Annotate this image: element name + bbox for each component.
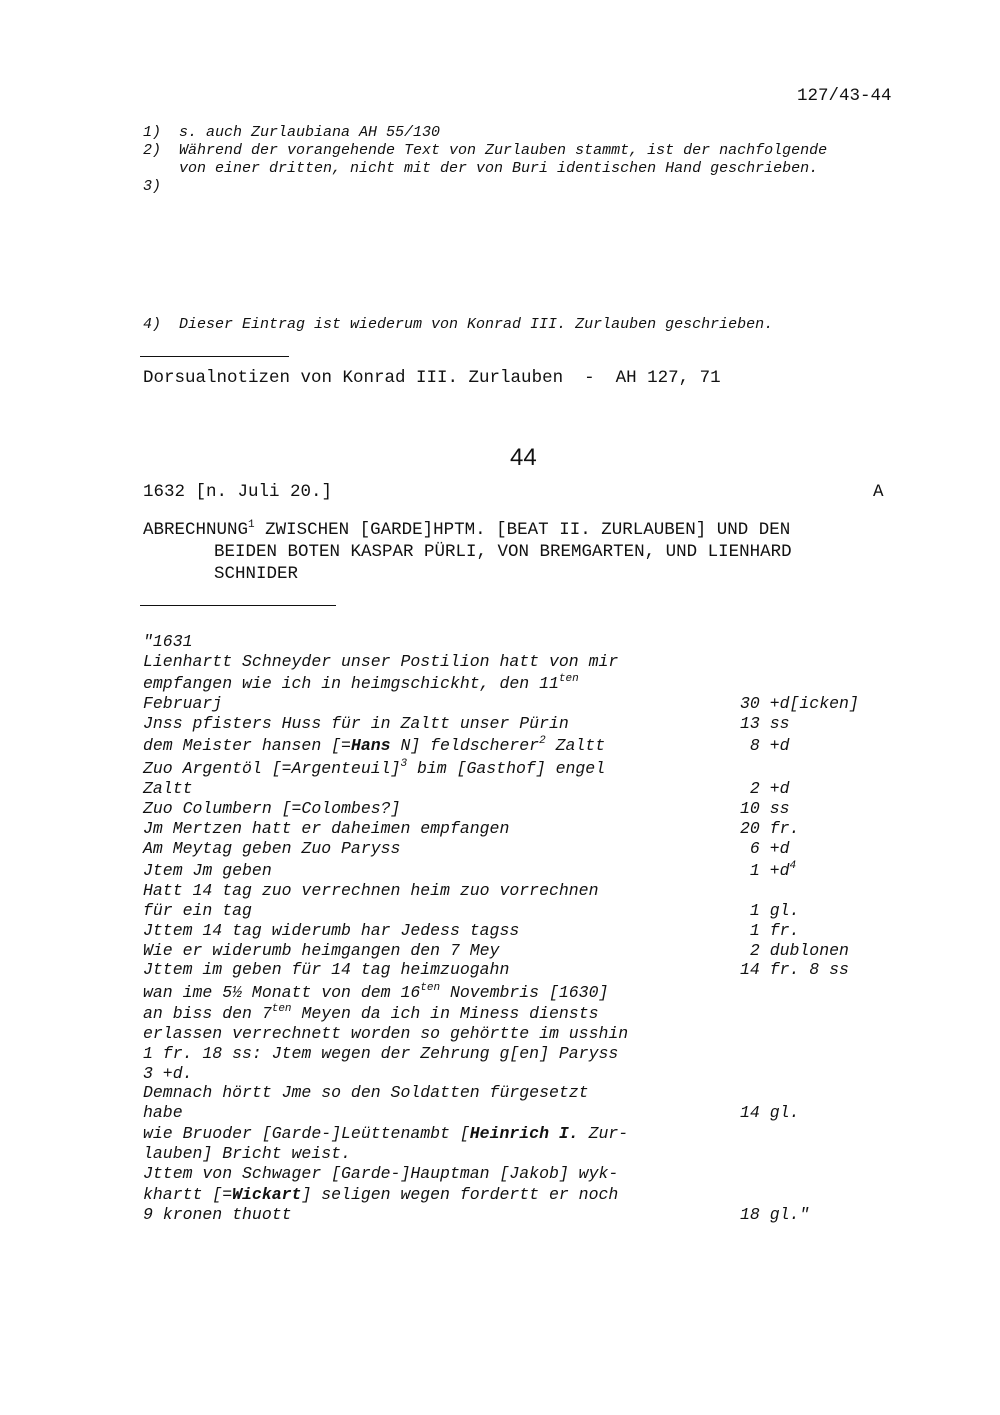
entry-line: Zaltt xyxy=(143,779,193,798)
entry-line: lauben] Bricht weist. xyxy=(143,1144,351,1163)
superscript: ten xyxy=(420,982,441,994)
entry-line: für ein tag xyxy=(143,901,252,920)
entry-line: Demnach hörtt Jme so den Soldatten fürgesetzt xyxy=(143,1083,589,1102)
title-lead: ABRECHNUNG xyxy=(143,520,249,540)
superscript: ten xyxy=(558,673,579,685)
entry-amount: 10 ss xyxy=(740,799,790,818)
superscript: 4 xyxy=(789,860,797,872)
entry-amount: 2 dublonen xyxy=(740,941,849,960)
entry-line: "1631 xyxy=(143,632,193,651)
entry-line xyxy=(143,1004,599,1023)
entry-line xyxy=(143,674,579,693)
entry-line: Wie er widerumb heimgangen den 7 Mey xyxy=(143,941,500,960)
entry-text: wan ime 5½ Monatt von dem 16 xyxy=(143,983,421,1002)
entry-line: 9 kronen thuott xyxy=(143,1205,292,1224)
entry-amount: 1 fr. xyxy=(740,921,800,940)
page-reference: 127/43-44 xyxy=(797,86,892,106)
entry-amount: 30 +d[icken] xyxy=(740,694,859,713)
entry-amount: 14 fr. 8 ss xyxy=(740,960,849,979)
entry-line: erlassen verrechnett worden so gehörtte im usshin xyxy=(143,1024,629,1043)
entry-text: empfangen wie ich in heimgschickht, den 11 xyxy=(143,674,559,693)
entry-line: 1 fr. 18 ss: Jtem wegen der Zehrung g[en] Paryss xyxy=(143,1044,619,1063)
entry-text: Meyen da ich in Miness diensts xyxy=(291,1004,599,1023)
footnote-1-text: s. auch Zurlaubiana AH 55/130 xyxy=(179,124,441,141)
entry-text: Novembris [1630] xyxy=(440,983,609,1002)
footnote-4-text: Dieser Eintrag ist wiederum von Konrad III. Zurlauben geschrieben. xyxy=(179,316,774,333)
entry-amount: 18 gl." xyxy=(740,1205,810,1224)
footnote-4-mark: 4) xyxy=(143,316,162,333)
bold-name: Hans xyxy=(350,736,391,755)
title-footnote-ref: 1 xyxy=(248,519,255,531)
footnote-3-mark: 3) xyxy=(143,178,162,195)
entry-line: Jttem von Schwager [Garde-]Hauptman [Jakob] wyk- xyxy=(143,1164,619,1183)
entry-line: Jm Mertzen hatt er daheimen empfangen xyxy=(143,819,510,838)
entry-line: Zuo Columbern [=Colombes?] xyxy=(143,799,401,818)
entry-amount: 14 gl. xyxy=(740,1103,800,1122)
footnote-divider xyxy=(140,356,289,357)
entry-line: Jttem im geben für 14 tag heimzuogahn xyxy=(143,960,510,979)
entry-text: N] feldscherer xyxy=(390,736,540,755)
entry-text: ] seligen wegen fordertt er noch xyxy=(301,1185,619,1204)
entry-line xyxy=(143,1185,618,1204)
bold-name: Wickart xyxy=(232,1185,302,1204)
entry-text: Zur- xyxy=(578,1124,629,1143)
entry-line: Hatt 14 tag zuo verrechnen heim zuo vorrechnen xyxy=(143,881,599,900)
footnote-1-mark: 1) xyxy=(143,124,162,141)
entry-line: Februarj xyxy=(143,694,223,713)
bold-name: Heinrich I. xyxy=(469,1124,579,1143)
title-rest: ZWISCHEN [GARDE]HPTM. [BEAT II. ZURLAUBEN] UND DEN xyxy=(254,520,791,540)
dorsual-note: Dorsualnotizen von Konrad III. Zurlauben - AH 127, 71 xyxy=(143,368,721,388)
entry-line: Jnss pfisters Huss für in Zaltt unser Pürin xyxy=(143,714,569,733)
entry-amount: 2 +d xyxy=(740,779,790,798)
document-letter: A xyxy=(873,482,884,502)
entry-line xyxy=(143,983,608,1002)
superscript: 2 xyxy=(539,735,546,747)
document-title-line-3: SCHNIDER xyxy=(214,564,299,584)
entry-line: Jttem 14 tag widerumb har Jedess tagss xyxy=(143,921,520,940)
entry-amount: 6 +d xyxy=(740,839,790,858)
entry-text: 1 +d xyxy=(740,861,790,880)
title-divider xyxy=(140,605,336,606)
entry-line: 3 +d. xyxy=(143,1064,193,1083)
entry-line: Am Meytag geben Zuo Paryss xyxy=(143,839,401,858)
entry-line: habe xyxy=(143,1103,183,1122)
superscript: ten xyxy=(271,1003,292,1015)
document-date: 1632 [n. Juli 20.] xyxy=(143,482,333,502)
entry-text: Zaltt xyxy=(545,736,606,755)
footnote-2-mark: 2) xyxy=(143,142,162,159)
entry-amount: 20 fr. xyxy=(740,819,800,838)
document-number: 44 xyxy=(510,444,537,471)
entry-line xyxy=(143,759,605,778)
entry-text: khartt [= xyxy=(143,1185,233,1204)
entry-amount: 8 +d xyxy=(740,736,790,755)
footnote-2-continuation: von einer dritten, nicht mit der von Buri identischen Hand geschrieben. xyxy=(179,160,819,177)
entry-text: an biss den 7 xyxy=(143,1004,272,1023)
entry-amount xyxy=(740,861,796,880)
entry-text: bim [Gasthof] engel xyxy=(407,759,606,778)
entry-amount: 13 ss xyxy=(740,714,790,733)
entry-line xyxy=(143,736,605,755)
entry-text: dem Meister hansen [= xyxy=(143,736,351,755)
document-title-line-1 xyxy=(143,520,790,540)
footnote-2-text: Während der vorangehende Text von Zurlauben stammt, ist der nachfolgende xyxy=(179,142,828,159)
entry-text: Zuo Argentöl [=Argenteuil] xyxy=(143,759,401,778)
entry-text: wie Bruoder [Garde-]Leüttenambt [ xyxy=(143,1124,470,1143)
entry-line xyxy=(143,1124,628,1143)
entry-amount: 1 gl. xyxy=(740,901,800,920)
superscript: 3 xyxy=(400,758,408,770)
document-title-line-2: BEIDEN BOTEN KASPAR PÜRLI, VON BREMGARTEN, UND LIENHARD xyxy=(214,542,792,562)
entry-line: Jtem Jm geben xyxy=(143,861,272,880)
entry-line: Lienhartt Schneyder unser Postilion hatt von mir xyxy=(143,652,619,671)
